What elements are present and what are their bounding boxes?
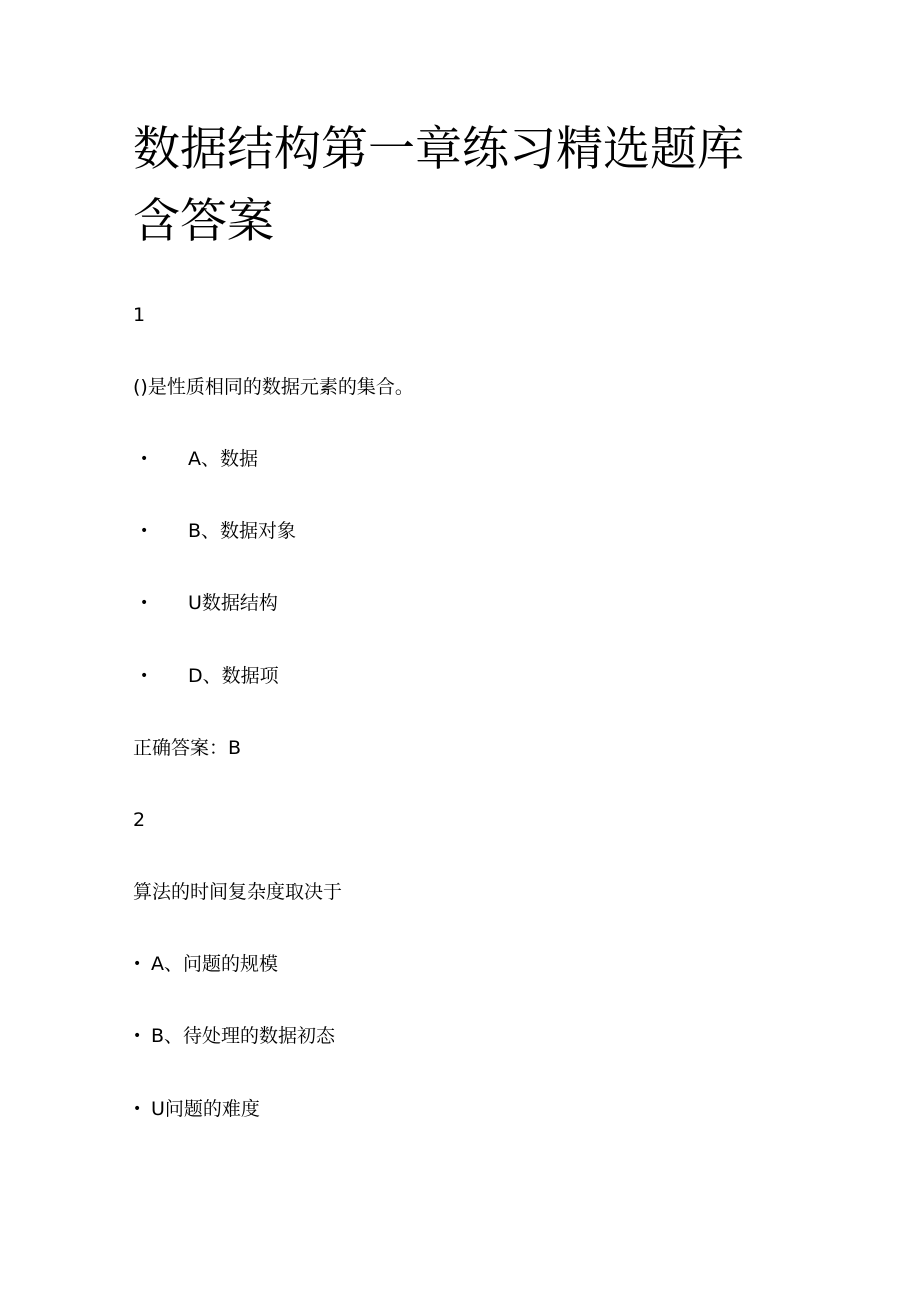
question-stem: ()是性质相同的数据元素的集合。 <box>133 376 414 398</box>
bullet-icon: • <box>140 451 149 467</box>
option-b: B、数据对象 <box>188 520 297 542</box>
bullet-icon: • <box>140 595 149 611</box>
question-number: 2 <box>133 809 146 831</box>
option-c: U问题的难度 <box>151 1098 260 1120</box>
option-a: A、问题的规模 <box>151 953 278 975</box>
question-stem: 算法的时间复杂度取决于 <box>133 881 343 903</box>
option-b: B、待处理的数据初态 <box>151 1025 336 1047</box>
option-a: A、数据 <box>188 448 258 470</box>
bullet-icon: • <box>133 1101 142 1117</box>
correct-answer: 正确答案：B <box>133 737 242 759</box>
bullet-icon: • <box>140 523 149 539</box>
option-c: U数据结构 <box>188 592 278 614</box>
bullet-icon: • <box>133 956 142 972</box>
option-d: D、数据项 <box>188 665 279 687</box>
document-title: 数据结构第一章练习精选题库含答案 <box>133 122 744 249</box>
bullet-icon: • <box>140 668 149 684</box>
bullet-icon: • <box>133 1028 142 1044</box>
question-number: 1 <box>133 304 146 326</box>
